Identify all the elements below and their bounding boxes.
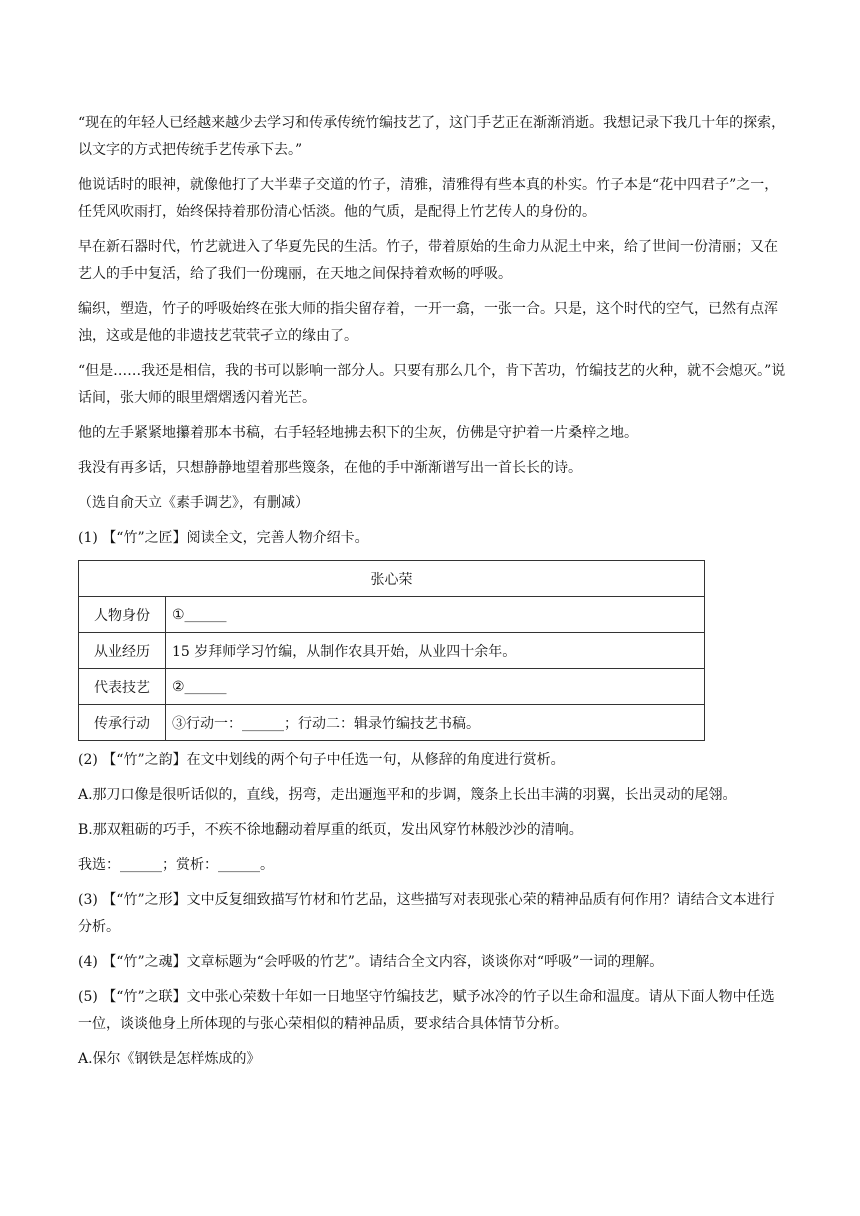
row-value: ②______ [166,669,705,705]
source-note: （选自俞天立《素手调艺》，有删减） [78,495,309,511]
option-a: A.保尔《钢铁是怎样炼成的》 [78,1051,261,1067]
table-row [79,669,705,705]
paragraph: 早在新石器时代，竹艺就进入了华夏先民的生活。竹子，带着原始的生命力从泥土中来，给了世间一份清丽；又在艺人的手中复活，给了我们一份瑰丽，在天地之间保持着欢畅的呼吸。 [78,239,778,282]
row-label: 从业经历 [79,633,166,669]
table-row [79,633,705,669]
question-1: (1) 【“竹”之匠】阅读全文，完善人物介绍卡。 [78,530,369,546]
row-label: 代表技艺 [79,669,166,705]
row-value: 15 岁拜师学习竹编，从制作农具开始，从业四十余年。 [166,633,705,669]
table-row [79,597,705,633]
paragraph: 编织，塑造，竹子的呼吸始终在张大师的指尖留存着，一开一翕，一张一合。只是，这个时代的空气，已然有点浑浊，这或是他的非遗技艺茕茕孑立的缘由了。 [78,301,778,344]
table-title: 张心荣 [79,561,705,597]
question-3: (3) 【“竹”之形】文中反复细致描写竹材和竹艺品，这些描写对表现张心荣的精神品质有何作用？请结合文本进行分析。 [78,892,775,935]
row-value: ③行动一：______；行动二：辑录竹编技艺书稿。 [166,705,705,741]
row-label: 传承行动 [79,705,166,741]
question-4: (4) 【“竹”之魂】文章标题为“会呼吸的竹艺”。请结合全文内容，谈谈你对“呼吸”一词的理解。 [78,954,664,970]
option-b: B.那双粗砺的巧手，不疾不徐地翻动着厚重的纸页，发出风穿竹林般沙沙的清响。 [78,822,583,838]
question-2: (2) 【“竹”之韵】在文中划线的两个句子中任选一句，从修辞的角度进行赏析。 [78,752,565,768]
paragraph: 我没有再多话，只想静静地望着那些篾条，在他的手中渐渐谱写出一首长长的诗。 [78,460,582,476]
answer-line: 我选：______；赏析：______。 [78,857,274,873]
paragraph: “但是……我还是相信，我的书可以影响一部分人。只要有那么几个，肯下苦功，竹编技艺的火种，就不会熄灭。”说话间，张大师的眼里熠熠透闪着光芒。 [78,363,786,406]
row-value: ①______ [166,597,705,633]
row-label: 人物身份 [79,597,166,633]
table-row [79,705,705,741]
option-a: A.那刀口像是很听话似的，直线，拐弯，走出逦迤平和的步调，篾条上长出丰满的羽翼，长出灵动的尾翎。 [78,787,737,803]
character-card-table [78,560,705,741]
document-page [78,110,788,1081]
paragraph: “现在的年轻人已经越来越少去学习和传承传统竹编技艺了，这门手艺正在渐渐消逝。我想记录下我几十年的探索，以文字的方式把传统手艺传承下去。” [78,115,786,158]
question-5: (5) 【“竹”之联】文中张心荣数十年如一日地坚守竹编技艺，赋予冰冷的竹子以生命和温度。请从下面人物中任选一位，谈谈他身上所体现的与张心荣相似的精神品质，要求结合具体情节分析。 [78,989,775,1032]
paragraph: 他说话时的眼神，就像他打了大半辈子交道的竹子，清雅，清雅得有些本真的朴实。竹子本是“花中四君子”之一，任凭风吹雨打，始终保持着那份清心恬淡。他的气质，是配得上竹艺传人的身份的。 [78,177,779,220]
paragraph: 他的左手紧紧地攥着那本书稿，右手轻轻地拂去积下的尘灰，仿佛是守护着一片桑梓之地。 [78,425,638,441]
